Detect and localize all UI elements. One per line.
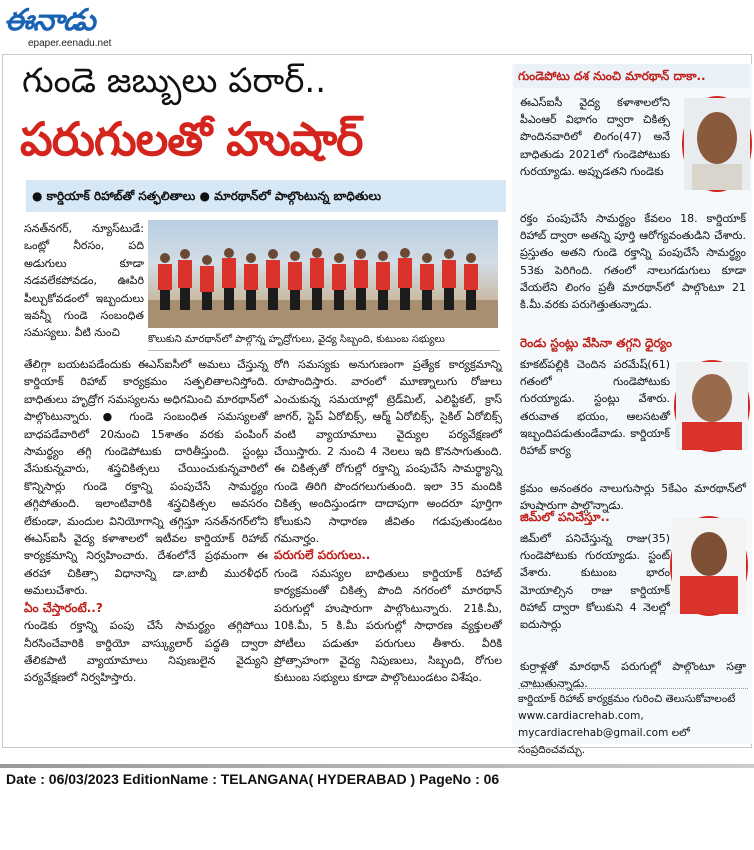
- marathon-photo: [148, 220, 498, 328]
- article-column-1: [24, 356, 268, 738]
- lead-text: సనత్‌నగర్, న్యూస్‌టుడే: ఒంట్లో నీరసం, పది అడుగులు కూడా నడవలేకపోవడం, ఊపిరి పీల్చుకోవడంలో ఇబ్బందులు ఇవన్నీ గుండె సంబంధిత సమస్యలు. వీటి నుంచి: [24, 222, 144, 340]
- sidebar-story-1-top: ఈఎస్ఐసీ వైద్య కళాశాలలోని పీఎంఆర్ విభాగం ద్వారా చికిత్స పొందినవారిలో లింగం(47) అనే బాధితుడు 2021లో గుండెపోటుకు గురయ్యాడు. అప్పుడతని గుండెకు: [520, 96, 670, 178]
- sidebar-story-3-top: జిమ్‌లో పనిచేస్తున్న రాజు(35) గుండెపోటుకు గురయ్యాడు. స్టంట్ వేశారు. కుటుంబ భారం మోయాల్సిన రాజు కార్డియాక్ రిహాబ్ ద్వారా కోలుకుని 4 నెలల్లో ఐదుసార్లు: [520, 532, 670, 632]
- article-column-2: [274, 356, 502, 744]
- article-subheads: ● కార్డియాక్ రిహాబ్‌తో సత్ఫలితాలు ● మారథాన్‌లో పాల్గొంటున్న బాధితులు: [26, 180, 506, 212]
- site-url: epaper.eenadu.net: [28, 38, 112, 49]
- portrait-lingam: [682, 96, 752, 192]
- column-2-end: గుండె సమస్యల బాధితులు కార్డియాక్ రిహాబ్ కార్యక్రమంతో చికిత్స పొంది నగరంలో మారథాన్ పరుగుల్లో హుషారుగా పాల్గొంటున్నారు. 21కి.మీ, 10కి.మీ, 5 కి.మీ పరుగుల్లో సాధారణ వ్యక్తులతో పోటీలు పడుతూ పరుగులు తీశారు. వీరికి ప్రోత్సాహంగా వైద్య నిపుణులు, సిబ్బంది, రోగుల కుటుంబ సభ్యులు కూడా పాల్గొంటుండటం విశేషం.: [274, 566, 502, 685]
- column-1-end: గుండెకు రక్తాన్ని పంపు చేసే సామర్థ్యం తగ్గిపోయి నీరసించేవారికి కార్డియో వాస్క్యులార్ పద్ధతి ద్వారా తేలికపాటి వ్యాయామాలు నిపుణులైన వైద్యుని పర్యవేక్షణలో నిర్వహిస్తారు.: [24, 619, 268, 685]
- photo-caption: కొలుకుని మారథాన్‌లో పాల్గొన్న హృద్రోగులు, వైద్య సిబ్బంది, కుటుంబ సభ్యులు: [148, 330, 500, 351]
- sidebar-title: గుండెపోటు దశ నుంచి మారథాన్ దాకా..: [514, 64, 750, 88]
- face-illustration-1: [684, 98, 750, 190]
- face-illustration-3: [672, 518, 746, 614]
- sidebar-contact-note: కార్డియాక్ రిహాబ్ కార్యక్రమం గురించి తెలుసుకోవాలంటే www.cardiacrehab.com, mycardiacrehab@gmail.com లలో సంప్రదించవచ్చు.: [518, 688, 748, 742]
- sidebar-story-2-top: కూకట్‌పల్లికి చెందిన పరమేష్(61) గతంలో గుండెపోటుకు గురయ్యాడు. స్టంట్లు వేశారు. తరువాత భయం, ఆలసటతో ఇబ్బందిపడుతుండేవాడు. కార్డియాక్ రిహాబ్ కార్య: [520, 358, 670, 458]
- column-1-body: తేలిగ్గా బయటపడేందుకు ఈఎస్ఐసీలో అమలు చేస్తున్న కార్డియాక్ రిహాబ్ కార్యక్రమం సత్ఫలితాలనిస్తోంది. బాధితులు హృద్రోగ సమస్యలను అధిగమించి మారథాన్‌లో పాల్గొంటున్నారు. ● గుండె సంబంధిత సమస్యలతో బాధపడేవారిలో 20నుంచి 15శాతం వరకు పంపింగ్ సామర్థ్యం తగ్గి గుండెపోటుకు దారితీస్తుంది. స్టంట్లు వేసుకున్నవారు, శస్త్రచికిత్సలు చేయించుకున్నవారిలో కొన్నిసార్లు గుండె రక్తాన్ని పంపుచేసే సామర్థ్యం తగ్గిపోతుంది. ఇలాంటివారికి శస్త్రచికిత్సల అవసరం లేకుండా, మందుల వినియోగాన్ని తగ్గిస్తూ సనత్‌నగర్‌లోని ఈఎస్ఐసీ వైద్య కళాశాలలో ఇటీవల కార్డియాక్ రిహాబ్ కార్యక్రమాన్ని నిర్వహించారు. దేశంలోనే ప్రథమంగా ఈ తరహా చికిత్సా విధానాన్ని డా.బాబీ మురళీధర్ అమలుచేశారు.: [24, 358, 268, 598]
- eenadu-logo: ఈనాడు: [4, 3, 95, 38]
- column-2-subhead: పరుగులే పరుగులు..: [274, 548, 371, 563]
- article-headline: పరుగులతో హుషార్: [20, 112, 363, 166]
- sidebar-story-2-rest: క్రమం అనంతరం నాలుగుసార్లు 5కేఎం మారథాన్‌లో హుషారుగా పాల్గొన్నాడు.: [520, 482, 746, 513]
- article-lead-paragraph: [24, 220, 144, 352]
- face-illustration-2: [676, 362, 748, 450]
- sidebar-story-3-rest: కుర్రాళ్లతో మారథాన్ పరుగుల్లో పాల్గొంటూ సత్తా చాటుతున్నాడు.: [520, 660, 746, 691]
- runners-group-illustration: [148, 250, 498, 328]
- footer-divider: [0, 764, 754, 768]
- sidebar-story-1-rest: రక్తం పంపుచేసే సామర్థ్యం కేవలం 18. కార్డియాక్ రిహాబ్ ద్వారా అతన్ని పూర్తి ఆరోగ్యవంతుడిని చేశారు. ప్రస్తుతం అతని గుండె రక్తాన్ని పంపుచేసే సామర్థ్యం 53కు పెరిగింది. గతంలో నాలుగడుగులు కూడా వేయలేని లింగం ప్రతీ మారథాన్‌లో పాల్గొంటూ 21 కి.మీ.వరకు పరుగెత్తుతున్నాడు.: [520, 212, 746, 312]
- edition-footer: Date : 06/03/2023 EditionName : TELANGANA( HYDERABAD ) PageNo : 06: [6, 771, 500, 787]
- sidebar-story-3-heading: జిమ్‌లో పనిచేస్తూ..: [520, 510, 610, 524]
- portrait-paramesh: [674, 360, 750, 452]
- column-2-body: రోగి సమస్యకు అనుగుణంగా ప్రత్యేక కార్యక్రమాన్ని రూపొందిస్తారు. వారంలో మూణ్నాలుగు రోజులు ఎంచుకున్న సమయాల్లో ట్రెడ్‌మిల్, ఎలిప్టికల్, క్రాస్ జాగర్, స్టెప్ ఏరోబిక్స్, ఆర్మ్ ఏరోబిక్స్, సైకిల్ ఏరోబిక్స్ వంటి వ్యాయామాలు వైద్యుల పర్యవేక్షణలో చేయిస్తారు. 2 నుంచి 4 నెలలు ఇది కొనసాగుతుంది. ఈ చికిత్సతో రోగుల్లో రక్తాన్ని పంపుచేసే సామర్థ్యాన్ని గుండె తిరిగి పొందగలుగుతుంది. ఇలా 35 మందికి చికిత్స అందిస్తుండగా దాదాపుగా అందరూ పూర్తిగా కోలుకుని సాధారణ జీవితం గడుపుతుండటం గమనార్హం.: [274, 358, 502, 546]
- column-1-subhead: ఏం చేస్తారంటే..?: [24, 600, 103, 615]
- article-kicker: గుండె జబ్బులు పరార్..: [22, 61, 327, 101]
- portrait-raju: [670, 516, 748, 616]
- sidebar-story-2-heading: రెండు స్టంట్లు వేసినా తగ్గని ధైర్యం: [520, 336, 672, 350]
